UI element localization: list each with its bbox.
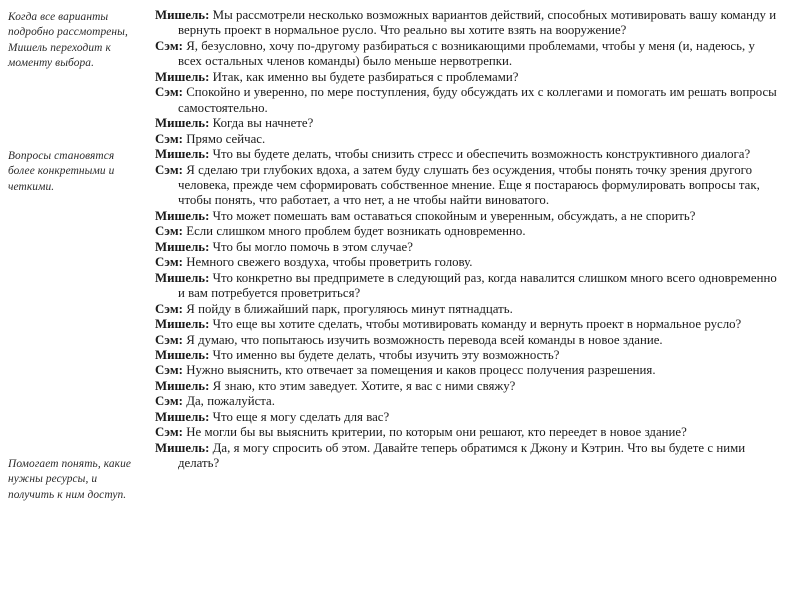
speaker-label: Мишель: [155, 147, 210, 162]
dialogue-turn [155, 302, 777, 317]
speaker-label: Мишель: [155, 116, 210, 131]
dialogue-turn [155, 70, 777, 85]
utterance-text: Я пойду в ближайший парк, прогуляюсь минут пятнадцать. [186, 301, 513, 316]
dialogue-turn [155, 363, 777, 378]
dialogue-turn [155, 224, 777, 239]
dialogue-turn [155, 8, 777, 39]
dialogue-turn [155, 379, 777, 394]
speaker-label: Сэм: [155, 85, 183, 100]
speaker-label: Мишель: [155, 347, 210, 362]
dialogue-turn [155, 410, 777, 425]
dialogue-turn [155, 348, 777, 363]
speaker-label: Мишель: [155, 270, 210, 285]
utterance-text: Я сделаю три глубоких вдоха, а затем буду слушать без осуждения, чтобы понять точку зрения другого человека, прежде чем сформировать собственное мнение. Еще я постараюсь формулировать вопросы так, чтобы понять, что работает, а что нет, а не чтобы найти виноватого. [178, 162, 760, 208]
utterance-text: Я, безусловно, хочу по-другому разбираться с возникающими проблемами, чтобы у меня (и, надеюсь, у всех остальных членов команды) было меньше нервотрепки. [178, 38, 755, 69]
dialogue-turn [155, 441, 777, 472]
dialogue-turn [155, 147, 777, 162]
speaker-label: Сэм: [155, 394, 183, 409]
dialogue-turn [155, 85, 777, 116]
utterance-text: Что конкретно вы предприметe в следующий раз, когда навалится слишком много всего одновременно и вам потребуется проветриться? [178, 270, 777, 301]
margin-note: Помогает понять, какие нужны ресурсы, и получить к ним доступ. [8, 458, 132, 501]
utterance-text: Если слишком много проблем будет возникать одновременно. [186, 224, 526, 239]
speaker-label: Сэм: [155, 301, 183, 316]
dialogue-turn [155, 209, 777, 224]
dialogue-turn [155, 39, 777, 70]
dialogue-turn [155, 425, 777, 440]
speaker-label: Мишель: [155, 440, 210, 455]
utterance-text: Прямо сейчас. [186, 131, 266, 146]
dialogue-turn [155, 163, 777, 209]
utterance-text: Я думаю, что попытаюсь изучить возможность перевода всей команды в новое здание. [186, 332, 663, 347]
speaker-label: Сэм: [155, 38, 183, 53]
utterance-text: Да, я могу спросить об этом. Давайте теперь обратимся к Джону и Кэтрин. Что вы будете с ними делать? [178, 440, 746, 471]
margin-notes-column [0, 0, 150, 591]
speaker-label: Сэм: [155, 363, 183, 378]
utterance-text: Что еще вы хотите сделать, чтобы мотивировать команду и вернуть проект в нормальное русло? [212, 317, 742, 332]
utterance-text: Я знаю, кто этим заведует. Хотите, я вас с ними свяжу? [212, 378, 516, 393]
speaker-label: Сэм: [155, 425, 183, 440]
utterance-text: Что именно вы будете делать, чтобы изучить эту возможность? [212, 347, 560, 362]
utterance-text: Что бы могло помочь в этом случае? [212, 239, 413, 254]
dialogue-turn [155, 333, 777, 348]
dialogue-turn [155, 394, 777, 409]
dialogue-column [155, 8, 777, 472]
utterance-text: Спокойно и уверенно, по мере поступления, буду обсуждать их с коллегами и помогать им решать вопросы самостоятельно. [178, 85, 777, 115]
utterance-text: Немного свежего воздуха, чтобы проветрить голову. [186, 255, 473, 270]
dialogue-turn [155, 255, 777, 270]
speaker-label: Мишель: [155, 208, 210, 223]
margin-note: Вопросы становятся более конкретными и четкими. [8, 150, 115, 193]
speaker-label: Сэм: [155, 131, 183, 146]
utterance-text: Что вы будете делать, чтобы снизить стресс и обеспечить возможность конструктивного диалога? [212, 147, 751, 162]
utterance-text: Да, пожалуйста. [186, 394, 275, 409]
utterance-text: Не могли бы вы выяснить критерии, по которым они решают, кто переедет в новое здание? [186, 425, 687, 440]
speaker-label: Сэм: [155, 255, 183, 270]
dialogue-turn [155, 132, 777, 147]
utterance-text: Что может помешать вам оставаться спокойным и уверенным, обсуждать, а не спорить? [212, 208, 696, 223]
dialogue-turn [155, 317, 777, 332]
dialogue-turn [155, 240, 777, 255]
speaker-label: Сэм: [155, 332, 183, 347]
speaker-label: Сэм: [155, 224, 183, 239]
speaker-label: Мишель: [155, 239, 210, 254]
speaker-label: Мишель: [155, 69, 210, 84]
utterance-text: Итак, как именно вы будете разбираться с проблемами? [212, 69, 519, 84]
utterance-text: Нужно выяснить, кто отвечает за помещения и каков процесс получения разрешения. [186, 363, 656, 378]
utterance-text: Что еще я могу сделать для вас? [212, 409, 390, 424]
dialogue-turn [155, 271, 777, 302]
utterance-text: Когда вы начнете? [212, 116, 314, 131]
speaker-label: Мишель: [155, 378, 210, 393]
margin-note: Когда все варианты подробно рассмотрены, Мишель переходит к моменту выбора. [8, 11, 128, 70]
dialogue-turn [155, 116, 777, 131]
speaker-label: Мишель: [155, 409, 210, 424]
speaker-label: Сэм: [155, 162, 183, 177]
speaker-label: Мишель: [155, 317, 210, 332]
speaker-label: Мишель: [155, 8, 210, 22]
utterance-text: Мы рассмотрели несколько возможных вариантов действий, способных мотивировать вашу команду и вернуть проект в нормальное русло. Что реально вы хотите взять на вооружение? [178, 8, 777, 38]
